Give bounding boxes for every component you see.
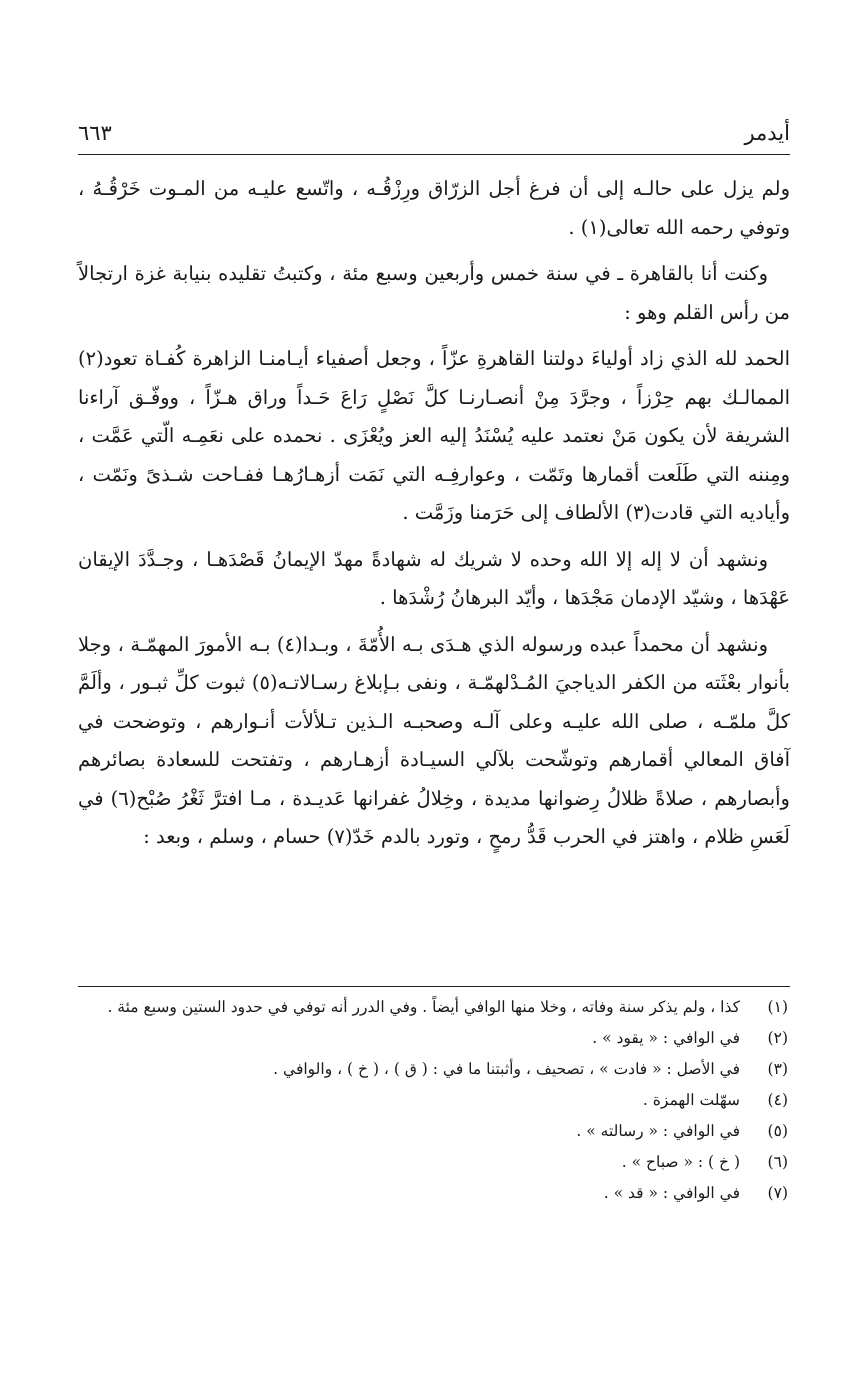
footnote [78, 1147, 790, 1178]
footnote [78, 1178, 790, 1209]
footnote-number: (٦) [767, 1153, 788, 1171]
footnote-number: (٣) [767, 1060, 788, 1078]
paragraph: ولم يزل على حالـه إلى أن فرغ أجل الزرّاق ورِزْقُـه ، واتّسع عليـه من المـوت خَرْقُـهُ ، وتوفي رحمه الله تعالى(١) . [78, 177, 790, 239]
footnote-number: (٢) [767, 1029, 788, 1047]
footnotes [78, 992, 790, 1209]
running-title: أيدمر [744, 121, 790, 145]
footnote-number: (١) [767, 998, 788, 1016]
footnote [78, 1054, 790, 1085]
footnote-number: (٤) [767, 1091, 788, 1109]
footnote-text: في الأصل : « فادت » ، تصحيف ، وأثبتنا ما في : ( ق ) ، ( خ ) ، والوافي . [273, 1060, 740, 1078]
paragraph: الحمد لله الذي زاد أولياءَ دولتنا القاهرةِ عزّاً ، وجعل أصفياء أيـامنـا الزاهرة كُفـاة تعود(٢) الممالـك بهم حِرْزاً ، وجرَّدَ مِنْ أنصـارنـا كلَّ نَصْلٍ رَاعَ حَـداً وراق هـزّاً ، ووفّـق آراءنا الشريفة لأن يكون مَنْ نعتمد عليه يُسْنَدُ إليه العز ويُعْزَى . نحمده على نعَمِـه الّتي عَمَّت ، ومِننه التي طَلَعت أقمارها وتَمّت ، وعوارفِـه التي نَمَت أزهـارُهـا ففـاحت شـذىً ونَمّت ، وأياديه التي قادت(٣) الألطاف إلى حَرَمنا وزَمَّت . [78, 347, 790, 524]
footnote-text: كذا ، ولم يذكر سنة وفاته ، وخلا منها الوافي أيضاً . وفي الدرر أنه توفي في حدود الستين وسبع مئة . [107, 998, 740, 1016]
footnote-text: في الوافي : « قد » . [603, 1184, 740, 1202]
page-header [78, 118, 790, 148]
header-rule [78, 154, 790, 155]
paragraph: وكنت أنا بالقاهرة ـ في سنة خمس وأربعين وسبع مئة ، وكتبتُ تقليده بنيابة غزة ارتجالاً من رأس القلم وهو : [78, 262, 790, 324]
page-number: ٦٦٣ [78, 121, 112, 145]
footnote [78, 1116, 790, 1147]
footnote-text: ( خ ) : « صباح » . [621, 1153, 740, 1171]
paragraph: ونشهد أن لا إله إلا الله وحده لا شريك له شهادةً مهدّ الإيمانُ قَصْدَهـا ، وجـدَّدَ الإيقان عَهْدَها ، وشيّد الإدمان مَجْدَها ، وأيّد البرهانُ رُشْدَها . [78, 547, 790, 609]
footnote-rule [78, 986, 790, 987]
footnote-number: (٥) [767, 1122, 788, 1140]
main-text [78, 170, 790, 865]
footnote-text: في الوافي : « رسالته » . [576, 1122, 740, 1140]
footnote [78, 1023, 790, 1054]
footnote [78, 1085, 790, 1116]
footnote [78, 992, 790, 1023]
footnote-number: (٧) [767, 1184, 788, 1202]
footnote-text: سهّلت الهمزة . [642, 1091, 740, 1109]
paragraph: ونشهد أن محمداً عبده ورسوله الذي هـدَى بـه الأُمّةَ ، وبـدا(٤) بـه الأمورَ المهمّـة ، وجلا بأنوار بعْثَته من الكفر الدياجيَ المُـدْلهمّـة ، ونفى بـإبلاغ رسـالاتـه(٥) ثبوت كلِّ ثبـور ، وألَمَّ كلَّ ملمّـه ، صلى الله عليـه وعلى آلـه وصحبـه الـذين تـلألأت أنـوارهم ، وتوضحت في آفاق المعالي أقمارهم وتوشّحت بلآلي السيـادة أزهـارهم ، وتفتحت للسعادة بصائرهم وأبصارهم ، صلاةً ظلالُ رِضوانها مديدة ، وخِلالُ غفرانها عَديـدة ، مـا افترَّ ثَغْرُ صُبْح(٦) في لَعَسِ ظلام ، واهتز في الحرب قَدُّ رمحٍ ، وتورد بالدم خَدّ(٧) حسام ، وسلم ، وبعد : [78, 632, 790, 848]
footnote-text: في الوافي : « يقود » . [592, 1029, 740, 1047]
